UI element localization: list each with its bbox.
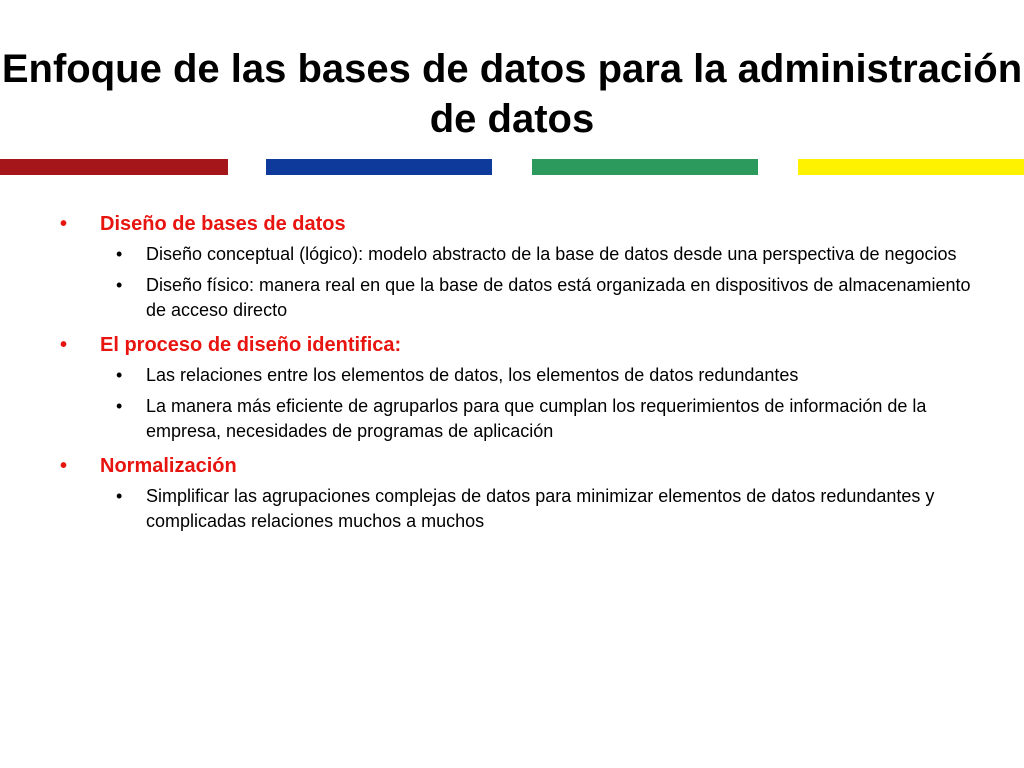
green-bar xyxy=(532,159,758,175)
bullet-icon: • xyxy=(60,334,68,356)
bullet-icon: • xyxy=(116,244,123,264)
section-heading-row xyxy=(58,210,998,238)
sub-bullet-text: Simplificar las agrupaciones complejas de datos para minimizar elementos de datos redundantes y complicadas relaciones muchos a muchos xyxy=(146,486,935,531)
bullet-icon: • xyxy=(116,396,123,416)
sub-bullet-item xyxy=(58,242,998,267)
section-diseno xyxy=(58,210,998,323)
section-proceso xyxy=(58,331,998,444)
slide-body xyxy=(58,210,998,542)
sub-bullet-item xyxy=(58,273,998,323)
bullet-icon: • xyxy=(60,455,68,477)
bullet-icon: • xyxy=(116,486,123,506)
sub-bullet-item xyxy=(58,484,998,534)
yellow-bar xyxy=(798,159,1024,175)
section-heading: Diseño de bases de datos xyxy=(100,213,346,235)
blue-bar xyxy=(266,159,492,175)
bullet-icon: • xyxy=(116,275,123,295)
slide-title: Enfoque de las bases de datos para la administración de datos xyxy=(1,47,1023,141)
sub-bullet-text: La manera más eficiente de agruparlos para que cumplan los requerimientos de información de la empresa, necesidades de programas de aplicación xyxy=(146,396,927,441)
section-normalizacion xyxy=(58,452,998,534)
section-heading-row xyxy=(58,331,998,359)
sub-bullet-list xyxy=(58,484,998,534)
sub-bullet-item xyxy=(58,394,998,444)
section-heading: Normalización xyxy=(100,455,237,477)
sub-bullet-list xyxy=(58,363,998,444)
section-heading: El proceso de diseño identifica: xyxy=(100,334,402,356)
red-bar xyxy=(0,159,228,175)
bullet-icon: • xyxy=(116,365,123,385)
sub-bullet-text: Las relaciones entre los elementos de datos, los elementos de datos redundantes xyxy=(146,365,799,385)
bullet-icon: • xyxy=(60,213,68,235)
section-heading-row xyxy=(58,452,998,480)
sub-bullet-text: Diseño físico: manera real en que la base de datos está organizada en dispositivos de almacenamiento de acceso directo xyxy=(146,275,971,320)
sub-bullet-item xyxy=(58,363,998,388)
decorative-color-bars xyxy=(0,159,1024,175)
sub-bullet-list xyxy=(58,242,998,323)
sub-bullet-text: Diseño conceptual (lógico): modelo abstracto de la base de datos desde una perspectiva de negocios xyxy=(146,244,957,264)
